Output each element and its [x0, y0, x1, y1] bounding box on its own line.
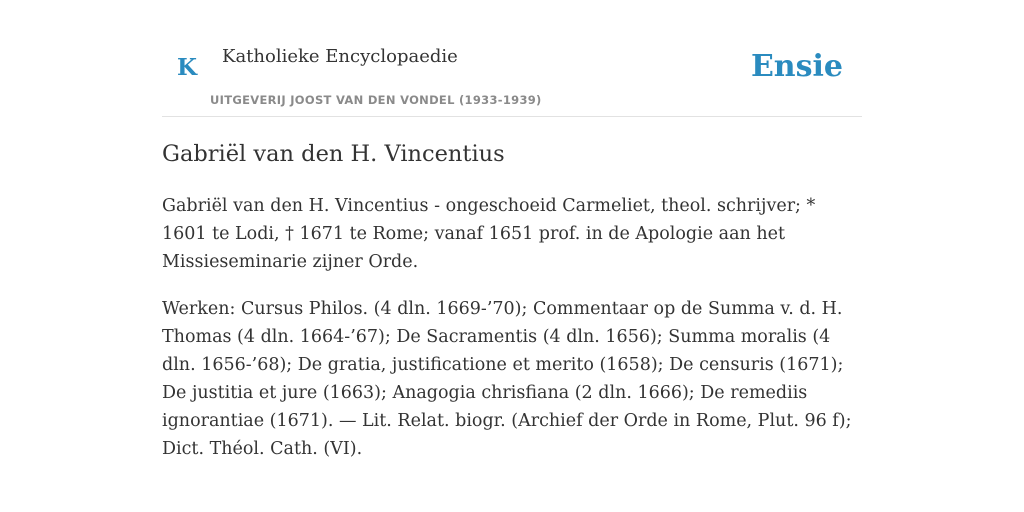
ensie-brand-link[interactable]: Ensie — [750, 49, 843, 84]
article-title: Gabriël van den H. Vincentius — [162, 141, 505, 167]
site-header — [162, 0, 862, 117]
article-paragraph-description: Gabriël van den H. Vincentius - ongeschoeid Carmeliet, theol. schrijver; * 1601 te Lodi, † 1671 te Rome; vanaf 1651 prof. in de Apologie aan het Missieseminarie zijner Orde. — [162, 196, 816, 272]
site-logo[interactable]: K — [177, 54, 197, 81]
article — [162, 136, 862, 463]
article-paragraph-works: Werken: Cursus Philos. (4 dln. 1669-’70); Commentaar op de Summa v. d. H. Thomas (4 dln. 1664-’67); De Sacramentis (4 dln. 1656); Summa moralis (4 dln. 1656-’68); De gratia, justificatione et merito (1658); De censuris (1671); De justitia et jure (1663); Anagogia chrisfiana (2 dln. 1666); De remediis ignorantiae (1671). — Lit. Relat. biogr. (Archief der Orde in Rome, Plut. 96 f); Dict. Théol. Cath. (VI). — [162, 299, 852, 459]
publisher-subtitle: UITGEVERIJ JOOST VAN DEN VONDEL (1933-1939) — [210, 93, 542, 107]
encyclopedia-title[interactable]: Katholieke Encyclopaedie — [222, 46, 458, 67]
